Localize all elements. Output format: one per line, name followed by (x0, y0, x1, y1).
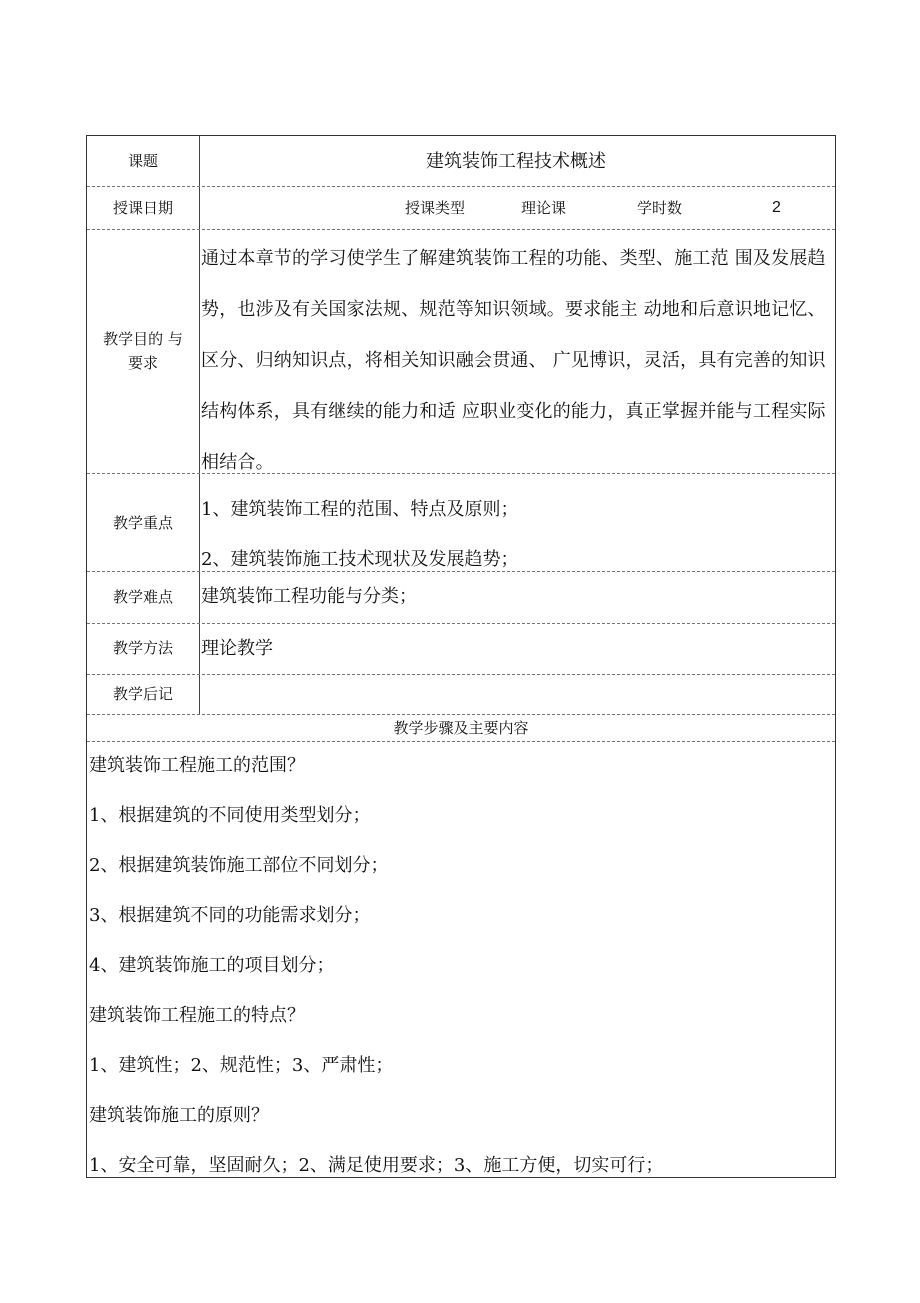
step-line: 2、根据建筑装饰施工部位不同划分； (89, 855, 389, 876)
row-date (87, 186, 835, 229)
difficulty-label: 教学难点 (112, 588, 173, 606)
method-label: 教学方法 (112, 639, 173, 657)
class-type-value: 理论课 (521, 199, 567, 217)
step-line: 1、安全可靠，坚固耐久；2、满足使用要求；3、施工方便，切实可行； (89, 1155, 664, 1176)
step-line: 1、根据建筑的不同使用类型划分； (89, 805, 371, 826)
row-objectives (87, 229, 835, 473)
step-line: 建筑装饰工程施工的范围？ (89, 755, 305, 776)
steps-header-row (87, 714, 835, 741)
row-key-points (87, 473, 835, 571)
steps-header: 教学步骤及主要内容 (393, 719, 529, 737)
title-label: 课题 (127, 152, 158, 170)
row-title (87, 136, 835, 186)
key-points-label: 教学重点 (112, 514, 173, 532)
difficulty-text: 建筑装饰工程功能与分类； (201, 586, 417, 607)
postscript-label: 教学后记 (112, 685, 173, 703)
row-method (87, 623, 835, 674)
title-value: 建筑装饰工程技术概述 (426, 151, 606, 172)
row-postscript (87, 674, 835, 714)
class-type-label: 授课类型 (405, 199, 466, 217)
hours-value: 2 (772, 199, 781, 216)
step-line: 3、根据建筑不同的功能需求划分； (89, 905, 371, 926)
step-line: 建筑装饰工程施工的特点？ (89, 1005, 305, 1026)
key-point-item: 2、建筑装饰施工技术现状及发展趋势； (201, 549, 519, 570)
method-text: 理论教学 (201, 638, 273, 659)
step-line: 4、建筑装饰施工的项目划分； (89, 955, 335, 976)
objectives-text: 通过本章节的学习使学生了解建筑装饰工程的功能、类型、施工范 围及发展趋势，也涉及有关国家法规、规范等知识领域。要求能主 动地和后意识地记忆、区分、归纳知识点，将相关知识融会贯通、 广见博识，灵活，具有完善的知识结构体系，具有继续的能力和适 应职业变化的能力，真正掌握并能与工程实际相结合。 (201, 248, 826, 473)
key-points-list (201, 485, 833, 585)
date-label: 授课日期 (112, 199, 173, 217)
key-point-item: 1、建筑装饰工程的范围、特点及原则； (201, 499, 519, 520)
step-line: 建筑装饰施工的原则？ (89, 1105, 269, 1126)
step-line: 1、建筑性；2、规范性；3、严肃性； (89, 1055, 394, 1076)
lesson-plan-table (86, 135, 836, 1178)
steps-content (89, 741, 831, 1191)
row-difficulty (87, 571, 835, 623)
objectives-label: 教学目的 与 要求 (103, 330, 183, 372)
hours-label: 学时数 (637, 199, 683, 217)
